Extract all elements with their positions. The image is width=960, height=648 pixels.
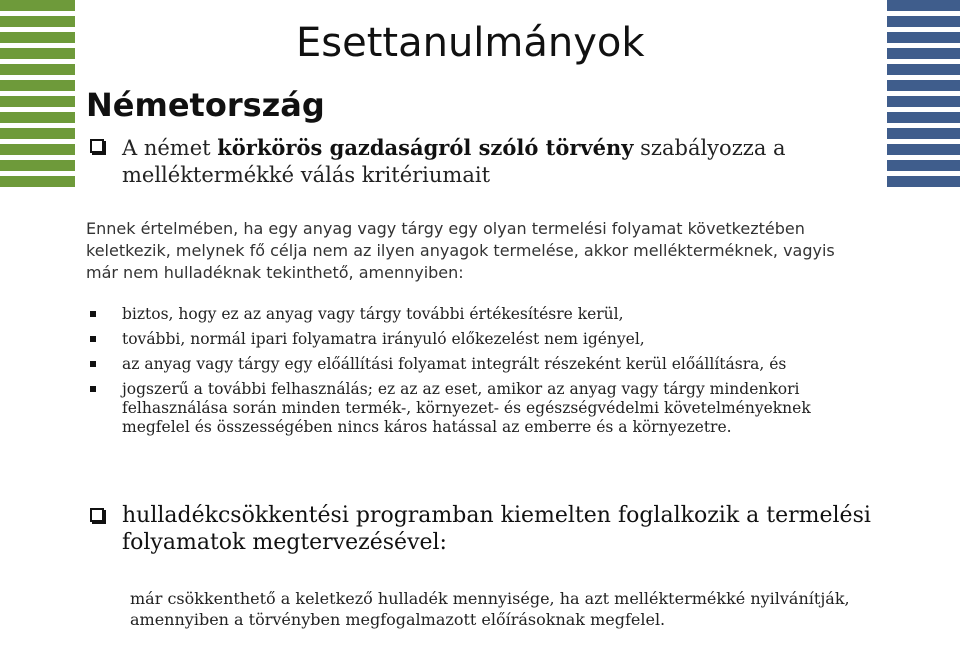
list-item-text: jogszerű a további felhasználás; ez az az eset, amikor az anyag vagy tárgy mindenkori felhasználása során minden termék-, környezet- és egészségvédelmi követelményeknek megfelel és összességében nincs káros hatással az emberre és a környezetre.: [122, 380, 811, 436]
square-bullet-icon: [90, 311, 96, 317]
left-decorative-stripes: [0, 0, 75, 187]
list-item: [86, 330, 876, 349]
checkbox-bullet-icon: [90, 139, 104, 153]
law-name: körkörös gazdaságról szóló törvény: [217, 135, 634, 160]
law-statement: [122, 134, 882, 189]
list-item-text: további, normál ipari folyamatra irányuló előkezelést nem igényel,: [122, 330, 645, 348]
checkbox-bullet-icon: [90, 508, 104, 522]
list-item: [86, 355, 876, 374]
law-statement-prefix: A német: [122, 136, 218, 160]
definition-paragraph: Ennek értelmében, ha egy anyag vagy tárgy egy olyan termelési folyamat következtében keletkezik, melynek fő célja nem az ilyen anyagok termelése, akkor mellékterméknek, vagyis már nem hulladéknak tekinthető, amennyiben:: [86, 219, 835, 282]
list-item-text: biztos, hogy ez az anyag vagy tárgy további értékesítésre kerül,: [122, 305, 624, 323]
square-bullet-icon: [90, 361, 96, 367]
square-bullet-icon: [90, 386, 96, 392]
conclusion-text: már csökkenthető a keletkező hulladék mennyisége, ha azt melléktermékké nyilvánítják, amennyiben a törvényben megfogalmazott előírásoknak megfelel.: [130, 589, 850, 629]
list-item: [86, 305, 876, 324]
square-bullet-icon: [90, 336, 96, 342]
list-item-text: az anyag vagy tárgy egy előállítási folyamat integrált részeként kerül előállításra, és: [122, 355, 787, 373]
right-decorative-stripes: [887, 0, 960, 187]
law-statement-suffix: szabályozza a melléktermékké válás kritériumait: [122, 136, 786, 187]
criteria-list: [86, 305, 876, 443]
slide-title: Esettanulmányok: [296, 20, 645, 66]
waste-reduction-statement: hulladékcsökkentési programban kiemelten foglalkozik a termelési folyamatok megtervezésével:: [122, 503, 871, 555]
list-item: [86, 380, 876, 437]
country-heading: Németország: [86, 86, 325, 124]
